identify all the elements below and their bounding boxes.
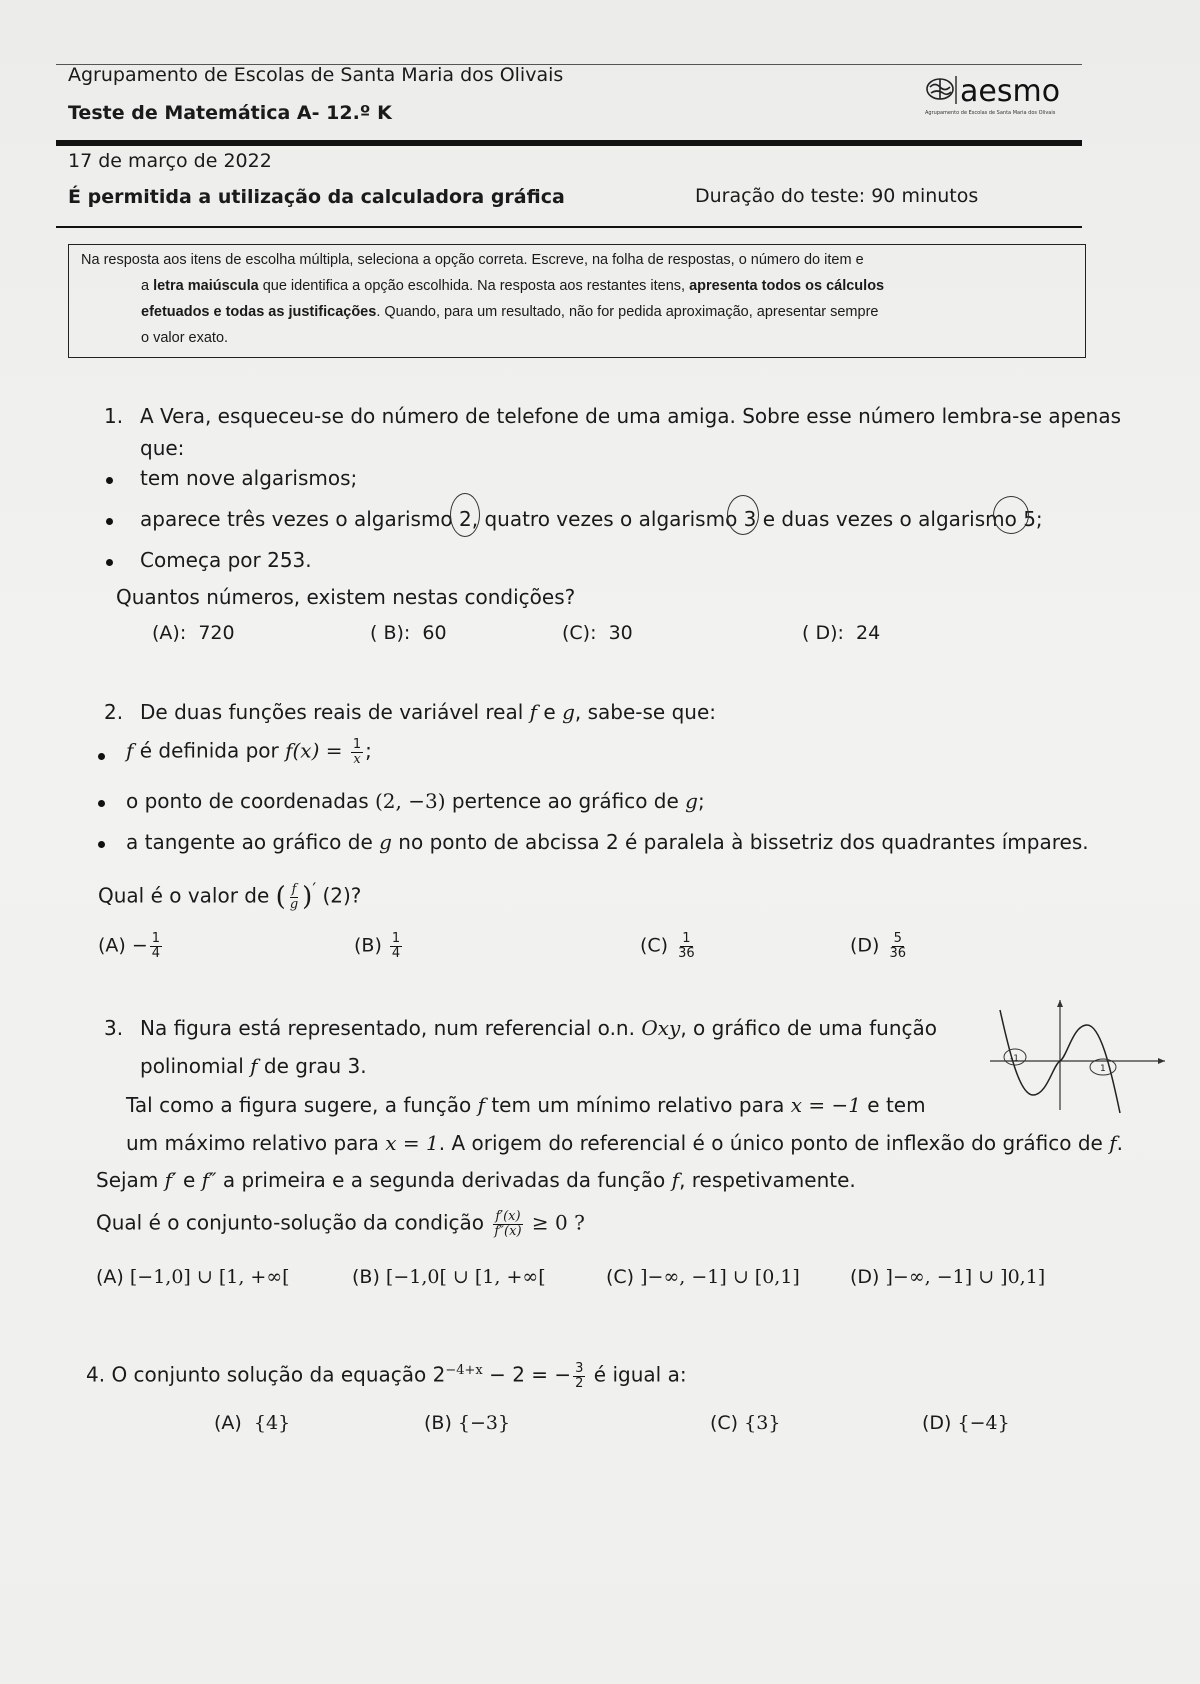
logo-subtext: Agrupamento de Escolas de Santa Maria dos Olivais bbox=[925, 110, 1056, 116]
instructions-line-3: efetuados e todas as justificações. Quando, para um resultado, não for pedida aproximação, apresentar sempre bbox=[141, 304, 879, 320]
option-d: (D) ]−∞, −1] ∪ ]0,1] bbox=[850, 1266, 1046, 1288]
question-text: A Vera, esqueceu-se do número de telefone de uma amiga. Sobre esse número lembra-se apenas bbox=[140, 404, 1122, 428]
instructions-line-4: o valor exato. bbox=[141, 330, 229, 346]
option-a: (A) − $\frac{1}{4}$ bbox=[98, 931, 161, 961]
question-text: 4. O conjunto solução da equação $2^{-4+x} - 2$ = − $\frac{3}{2}$ é igual a: bbox=[86, 1361, 687, 1391]
question-prompt: Quantos números, existem nestas condições? bbox=[116, 585, 576, 609]
question-number: 2. bbox=[104, 700, 124, 724]
question-number: 1. bbox=[104, 404, 124, 428]
handwritten-circle bbox=[727, 495, 759, 535]
school-logo bbox=[922, 72, 1084, 124]
option-c: (C) ]−∞, −1] ∪ [0,1] bbox=[606, 1266, 800, 1288]
instructions-line-1: Na resposta aos itens de escolha múltipla, seleciona a opção correta. Escreve, na folha de respostas, o número do item e bbox=[81, 252, 864, 268]
question-text-cont: que: bbox=[140, 436, 185, 460]
question-line-1: Na figura está representado, num referencial o.n. Oxy, o gráfico de uma função bbox=[140, 1016, 937, 1040]
instructions-box bbox=[68, 244, 1086, 358]
option-d: (D) $\frac{5}{36}$ bbox=[850, 931, 907, 961]
header-bottom-rule bbox=[56, 226, 1082, 228]
question-line-3: Tal como a figura sugere, a função f tem um mínimo relativo para x = −1 e tem bbox=[126, 1093, 926, 1117]
cubic-function-graph bbox=[985, 995, 1175, 1117]
option-c: (C): 30 bbox=[562, 622, 633, 644]
test-duration: Duração do teste: 90 minutos bbox=[695, 185, 979, 207]
calculator-note: É permitida a utilização da calculadora gráfica bbox=[68, 186, 565, 208]
condition-3: Começa por 253. bbox=[140, 548, 312, 572]
instructions-line-2: a letra maiúscula que identifica a opção escolhida. Na resposta aos restantes itens, apresenta todos os cálculos bbox=[141, 278, 885, 294]
condition-2: aparece três vezes o algarismo 2, quatro vezes o algarismo 3 e duas vezes o algarismo 5; bbox=[140, 507, 1043, 531]
test-title: Teste de Matemática A- 12.º K bbox=[68, 102, 392, 124]
question-prompt: Qual é o conjunto-solução da condição $\frac{f'(x)}{f''(x)}$ ≥ 0 ? bbox=[96, 1209, 585, 1239]
option-c: (C) $\frac{1}{36}$ bbox=[640, 931, 695, 961]
logo-text: aesmo bbox=[960, 74, 1061, 109]
option-a: (A) {4} bbox=[214, 1412, 291, 1434]
handwritten-circle bbox=[450, 493, 480, 537]
condition-2: o ponto de coordenadas (2, −3) pertence ao gráfico de g; bbox=[126, 789, 705, 813]
option-b: (B) {−3} bbox=[424, 1412, 511, 1434]
condition-1: f é definida por f(x) = $\frac{1}{x}$ ; bbox=[126, 737, 372, 767]
option-b: (B) $\frac{1}{4}$ bbox=[354, 931, 401, 961]
handwritten-circle bbox=[993, 496, 1029, 534]
condition-3: a tangente ao gráfico de g no ponto de abcissa 2 é paralela à bissetriz dos quadrantes ímpares. bbox=[126, 830, 1089, 854]
question-line-2: polinomial f de grau 3. bbox=[140, 1054, 367, 1078]
label-minus-one: -1 bbox=[1010, 1054, 1019, 1064]
bullet-icon bbox=[106, 477, 113, 484]
brain-logo-icon bbox=[922, 72, 1084, 120]
option-b: (B) [−1,0[ ∪ [1, +∞[ bbox=[352, 1266, 546, 1288]
option-c: (C) {3} bbox=[710, 1412, 781, 1434]
y-axis-arrow-icon bbox=[1057, 1000, 1063, 1007]
option-a: (A): 720 bbox=[152, 622, 235, 644]
x-axis-arrow-icon bbox=[1158, 1058, 1165, 1064]
bullet-icon bbox=[106, 518, 113, 525]
label-one: 1 bbox=[1100, 1064, 1106, 1074]
bullet-icon bbox=[98, 841, 105, 848]
test-date: 17 de março de 2022 bbox=[68, 150, 272, 172]
bullet-icon bbox=[98, 753, 105, 760]
option-d: ( D): 24 bbox=[802, 622, 881, 644]
option-d: (D) {−4} bbox=[922, 1412, 1010, 1434]
condition-1: tem nove algarismos; bbox=[140, 466, 358, 490]
question-text: De duas funções reais de variável real f e g, sabe-se que: bbox=[140, 700, 717, 724]
bullet-icon bbox=[98, 800, 105, 807]
option-a: (A) [−1,0] ∪ [1, +∞[ bbox=[96, 1266, 290, 1288]
option-b: ( B): 60 bbox=[370, 622, 447, 644]
bullet-icon bbox=[106, 559, 113, 566]
header-thick-rule bbox=[56, 140, 1082, 146]
school-name: Agrupamento de Escolas de Santa Maria dos Olivais bbox=[68, 64, 564, 86]
question-line-4: um máximo relativo para x = 1. A origem do referencial é o único ponto de inflexão do gráfico de f. bbox=[126, 1131, 1123, 1155]
question-prompt: Qual é o valor de ( $\frac{f}{g}$ )′ (2)? bbox=[98, 880, 362, 913]
question-line-5: Sejam f′ e f″ a primeira e a segunda derivadas da função f, respetivamente. bbox=[96, 1168, 856, 1192]
question-number: 3. bbox=[104, 1016, 124, 1040]
